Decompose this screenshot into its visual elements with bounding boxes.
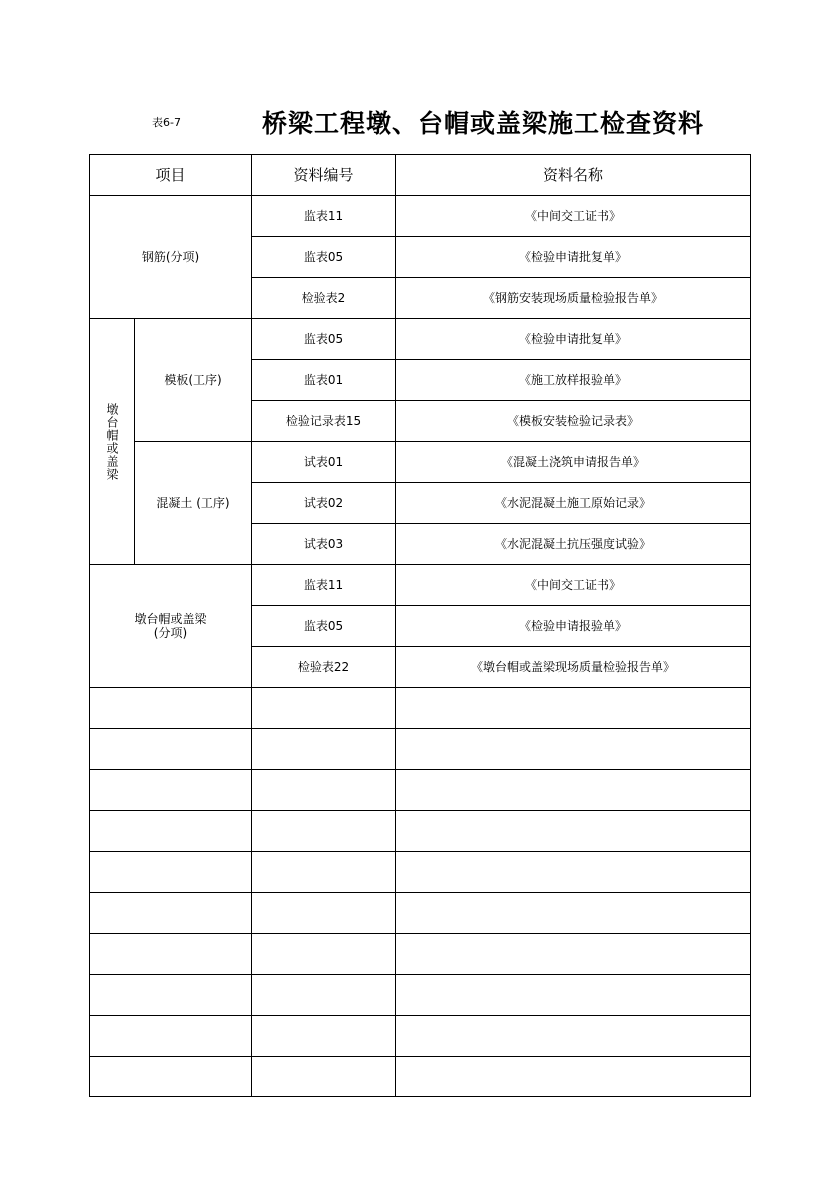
- empty-cell: [396, 811, 750, 852]
- empty-cell: [252, 893, 396, 934]
- group-pier-cap: [90, 319, 135, 565]
- empty-cell: [252, 852, 396, 893]
- empty-cell: [396, 770, 750, 811]
- empty-cell: [90, 1016, 252, 1057]
- row-name: 《水泥混凝土施工原始记录》: [396, 483, 750, 524]
- row-code: 监表11: [252, 196, 396, 237]
- row-name: 《水泥混凝土抗压强度试验》: [396, 524, 750, 565]
- empty-cell: [396, 688, 750, 729]
- group-concrete: 混凝土 (工序): [135, 442, 252, 565]
- inspection-table: [89, 154, 751, 1097]
- empty-cell: [90, 688, 252, 729]
- empty-cell: [90, 975, 252, 1016]
- empty-cell: [252, 934, 396, 975]
- empty-cell: [90, 770, 252, 811]
- header-code: 资料编号: [252, 155, 396, 196]
- group-pier-cap-item: 墩台帽或盖梁 (分项): [90, 565, 252, 688]
- header-item: 项目: [90, 155, 252, 196]
- row-name: 《中间交工证书》: [396, 196, 750, 237]
- empty-cell: [396, 893, 750, 934]
- empty-cell: [252, 770, 396, 811]
- row-code: 监表05: [252, 237, 396, 278]
- row-code: 检验表22: [252, 647, 396, 688]
- empty-cell: [252, 1057, 396, 1096]
- empty-cell: [90, 852, 252, 893]
- empty-cell: [252, 729, 396, 770]
- empty-cell: [396, 1016, 750, 1057]
- empty-cell: [396, 729, 750, 770]
- empty-cell: [252, 975, 396, 1016]
- row-code: 试表03: [252, 524, 396, 565]
- row-name: 《模板安装检验记录表》: [396, 401, 750, 442]
- empty-cell: [396, 852, 750, 893]
- empty-cell: [396, 975, 750, 1016]
- form-code: 表6-7: [152, 116, 181, 129]
- group-rebar: 钢筋(分项): [90, 196, 252, 319]
- page-title: 桥梁工程墩、台帽或盖梁施工检查资料: [262, 109, 705, 138]
- empty-cell: [252, 1016, 396, 1057]
- group-formwork: 模板(工序): [135, 319, 252, 442]
- row-name: 《检验申请批复单》: [396, 237, 750, 278]
- row-code: 监表01: [252, 360, 396, 401]
- row-code: 检验表2: [252, 278, 396, 319]
- empty-cell: [90, 1057, 252, 1096]
- empty-cell: [90, 893, 252, 934]
- header-name: 资料名称: [396, 155, 750, 196]
- row-code: 监表11: [252, 565, 396, 606]
- empty-cell: [252, 811, 396, 852]
- row-name: 《混凝土浇筑申请报告单》: [396, 442, 750, 483]
- empty-cell: [90, 729, 252, 770]
- empty-cell: [90, 934, 252, 975]
- row-name: 《施工放样报验单》: [396, 360, 750, 401]
- row-code: 试表01: [252, 442, 396, 483]
- row-code: 试表02: [252, 483, 396, 524]
- row-code: 监表05: [252, 606, 396, 647]
- empty-cell: [396, 934, 750, 975]
- empty-cell: [252, 688, 396, 729]
- row-code: 监表05: [252, 319, 396, 360]
- row-name: 《墩台帽或盖梁现场质量检验报告单》: [396, 647, 750, 688]
- row-name: 《检验申请批复单》: [396, 319, 750, 360]
- row-code: 检验记录表15: [252, 401, 396, 442]
- row-name: 《钢筋安装现场质量检验报告单》: [396, 278, 750, 319]
- empty-cell: [90, 811, 252, 852]
- row-name: 《检验申请报验单》: [396, 606, 750, 647]
- empty-cell: [396, 1057, 750, 1096]
- group-pier-cap-label: 墩台帽或盖梁: [105, 402, 119, 481]
- row-name: 《中间交工证书》: [396, 565, 750, 606]
